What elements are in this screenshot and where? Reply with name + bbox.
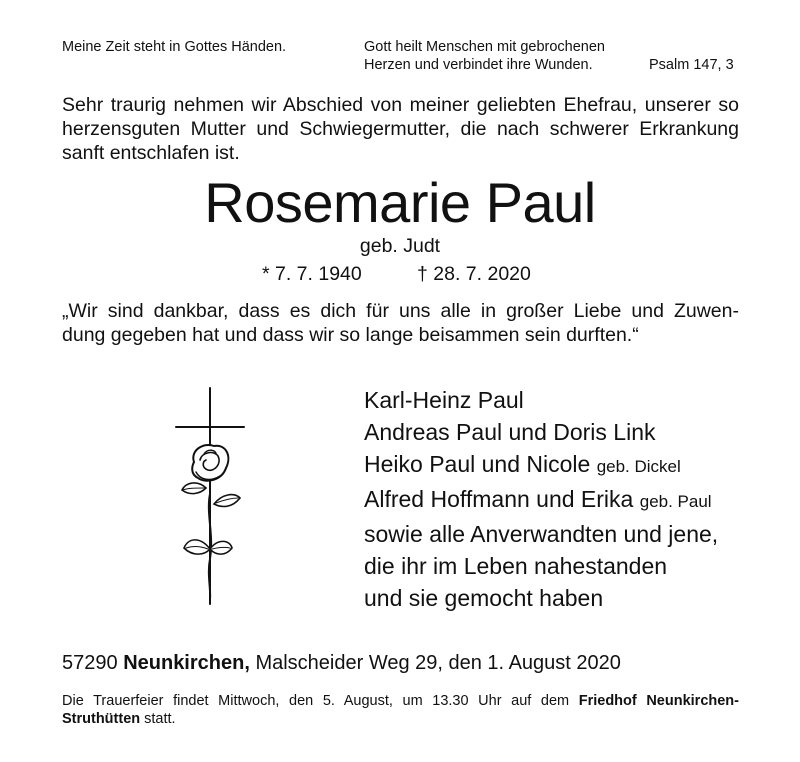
mourner-maiden-name: geb. Paul [639,492,712,511]
address-street-date: Malscheider Weg 29, den 1. August 2020 [255,652,621,674]
birth-date: * 7. 7. 1940 [262,263,362,285]
psalm-reference: Psalm 147, 3 [649,57,734,73]
mourners-list [364,384,718,614]
mourner-line: Andreas Paul und Doris Link [364,419,656,445]
funeral-line [62,710,739,728]
mourner-line: die ihr im Leben nahestanden [364,553,668,579]
death-date: † 28. 7. 2020 [417,263,531,285]
maiden-name: geb. Judt [359,235,441,257]
address-city: Neunkirchen, [123,652,250,674]
quote-line: „Wir sind dankbar, dass es dich für uns alle in großer Liebe und Zuwen- [62,300,739,322]
mourner-line: Karl-Heinz Paul [364,387,524,413]
funeral-note [62,692,739,728]
funeral-place: Struthütten [62,711,141,727]
intro-line: sanft entschlafen ist. [62,142,240,164]
funeral-text: Die Trauerfeier findet Mittwoch, den 5. August, um 13.30 Uhr auf dem [62,693,570,709]
cross-rose-icon [170,384,250,608]
mourner-line: sowie alle Anverwandten und jene, [364,521,719,547]
quote-line: dung gegeben hat und dass wir so lange beisammen sein durften.“ [62,324,639,346]
mourner-name: Heiko Paul und Nicole [364,451,591,477]
quote-paragraph [62,299,739,347]
verse-right-line1: Gott heilt Menschen mit gebrochenen [364,39,605,55]
mourner-line: und sie gemocht haben [364,585,604,611]
address-line [62,650,621,676]
funeral-text: statt. [144,711,176,727]
intro-line: herzensguten Mutter und Schwiegermutter, die nach schwerer Erkrankung [62,118,739,140]
mourner-name: Alfred Hoffmann und Erika [364,486,634,512]
mourner-line [364,483,718,518]
mourner-maiden-name: geb. Dickel [596,457,681,476]
mourner-line [364,448,718,483]
address-zip: 57290 [62,652,118,674]
verse-right-line2: Herzen und verbindet ihre Wunden. [364,57,593,73]
deceased-name: Rosemarie Paul [204,171,596,234]
verse-left: Meine Zeit steht in Gottes Händen. [62,39,287,55]
funeral-place: Friedhof Neunkirchen- [578,693,739,709]
funeral-line [62,692,739,710]
intro-line: Sehr traurig nehmen wir Abschied von meiner geliebten Ehefrau, unserer so [62,94,739,116]
intro-paragraph [62,93,739,165]
